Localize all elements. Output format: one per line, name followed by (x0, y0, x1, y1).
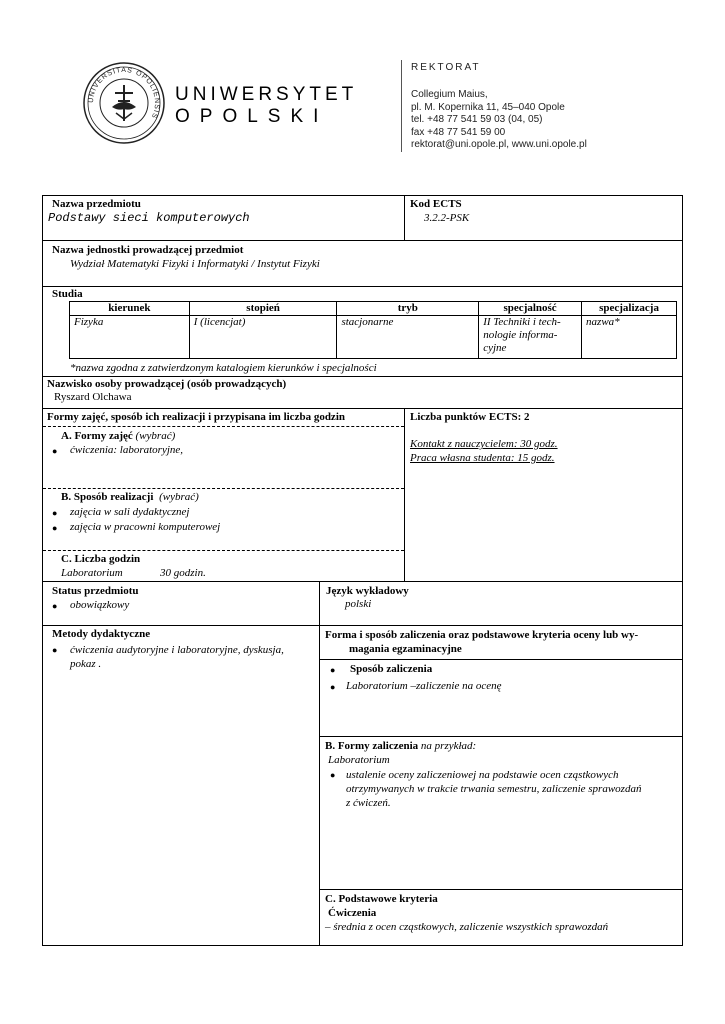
assessment-b-hint: na przykład: (420, 740, 477, 752)
cell-line: nologie informa- (483, 329, 558, 341)
divider (404, 196, 405, 240)
address-line: pl. M. Kopernika 11, 45–040 Opole (411, 101, 565, 113)
ects-points-label: Liczba punktów ECTS: 2 (410, 411, 530, 423)
bullet-icon: ● (52, 508, 58, 518)
column-header: kierunek (70, 302, 190, 316)
methods-line: pokaz . (70, 658, 102, 670)
dashed-divider (43, 550, 404, 551)
dashed-divider (43, 426, 404, 427)
methods-value (70, 643, 284, 671)
university-name-line2: OPOLSKI (175, 106, 329, 127)
university-name-line1: UNIWERSYTET (175, 84, 358, 105)
assessment-a-label: Sposób zaliczenia (350, 663, 433, 675)
unit-label: Nazwa jednostki prowadzącej przedmiot (52, 244, 244, 256)
ects-code-label: Kod ECTS (410, 198, 462, 210)
assessment-b-line: otrzymywanych w trakcie trwania semestru, zaliczenie sprawozdań (346, 783, 642, 795)
bullet-icon: ● (330, 665, 336, 675)
seal-text: UNIVERSITAS OPOLIENSIS (87, 66, 161, 120)
forms-c-type: Laboratorium (61, 567, 123, 579)
forms-c-hours: 30 godzin. (160, 567, 206, 579)
assessment-b-heading (325, 740, 476, 752)
divider (320, 736, 682, 737)
studia-footnote: *nazwa zgodna z zatwierdzonym katalogiem kierunków i specjalności (70, 362, 377, 374)
bullet-icon: ● (52, 523, 58, 533)
column-header: specjalność (479, 302, 582, 316)
assessment-b-type: Laboratorium (328, 754, 390, 766)
address-line: fax +48 77 541 59 00 (411, 126, 506, 138)
column-header: stopień (189, 302, 337, 316)
divider (319, 581, 320, 945)
divider (43, 286, 682, 287)
address-line: tel. +48 77 541 59 03 (04, 05) (411, 114, 543, 125)
teacher-label: Nazwisko osoby prowadzącej (osób prowadzących) (47, 378, 287, 390)
forms-b-label: B. Sposób realizacji (61, 491, 154, 503)
table-cell: Fizyka (70, 316, 190, 359)
assessment-b-item (346, 768, 641, 810)
assessment-label (325, 628, 638, 656)
forms-c-label: C. Liczba godzin (61, 553, 141, 565)
ects-own-work-hours: Praca własna studenta: 15 godz. (410, 452, 555, 464)
assessment-c-label: C. Podstawowe kryteria (325, 893, 438, 905)
rektorat-heading: REKTORAT (411, 62, 481, 73)
dashed-divider (43, 488, 404, 489)
teacher-value: Ryszard Olchawa (54, 391, 132, 403)
forms-a-hint: (wybrać) (135, 430, 176, 442)
divider (43, 240, 682, 241)
assessment-b-line: z ćwiczeń. (346, 797, 391, 809)
divider (320, 889, 682, 890)
forms-b-item: zajęcia w pracowni komputerowej (70, 521, 221, 533)
cell-line: II Techniki i tech- (483, 316, 561, 328)
bullet-icon: ● (52, 446, 58, 456)
forms-b-heading (61, 491, 199, 503)
forms-b-hint: (wybrać) (159, 491, 199, 503)
address-line: rektorat@uni.opole.pl, www.uni.opole.pl (411, 139, 587, 150)
divider (43, 376, 682, 377)
assessment-a-value: Laboratorium –zaliczenie na ocenę (346, 680, 502, 692)
bullet-icon: ● (52, 601, 58, 611)
university-seal (82, 61, 166, 145)
forms-a-heading (61, 430, 175, 442)
methods-line: ćwiczenia audytoryjne i laboratoryjne, dyskusja, (70, 644, 284, 656)
assessment-c-value: – średnia z ocen cząstkowych, zaliczenie wszystkich sprawozdań (325, 921, 609, 933)
assessment-label-line: Forma i sposób zaliczenia oraz podstawowe kryteria oceny lub wy- (325, 629, 639, 641)
assessment-c-sub: Ćwiczenia (328, 907, 377, 919)
divider (320, 659, 682, 660)
table-cell: nazwa* (582, 316, 677, 359)
course-name: Podstawy sieci komputerowych (48, 211, 250, 225)
bullet-icon: ● (330, 682, 336, 692)
table-cell: stacjonarne (337, 316, 479, 359)
forms-b-item: zajęcia w sali dydaktycznej (70, 506, 190, 518)
cell-line: cyjne (483, 342, 507, 354)
studia-table (69, 301, 677, 359)
ects-contact-hours: Kontakt z nauczycielem: 30 godz. (410, 438, 558, 450)
forms-a-label: A. Formy zajęć (61, 430, 133, 442)
header-divider (401, 60, 402, 152)
divider (404, 408, 405, 581)
divider (43, 581, 682, 582)
rektorat-address (411, 89, 587, 152)
language-value: polski (345, 598, 372, 610)
course-name-label: Nazwa przedmiotu (52, 198, 141, 210)
methods-label: Metody dydaktyczne (52, 628, 151, 640)
unit-value: Wydział Matematyki Fizyki i Informatyki / Instytut Fizyki (70, 258, 320, 270)
column-header: tryb (337, 302, 479, 316)
language-label: Język wykładowy (326, 585, 409, 597)
bullet-icon: ● (52, 645, 58, 655)
assessment-label-line: magania egzaminacyjne (349, 643, 462, 655)
forms-a-item: ćwiczenia: laboratoryjne, (70, 444, 184, 456)
table-cell: I (licencjat) (189, 316, 337, 359)
status-value: obowiązkowy (70, 599, 130, 611)
studia-label: Studia (52, 288, 83, 300)
address-line: Collegium Maius, (411, 89, 488, 100)
divider (43, 408, 682, 409)
assessment-b-line: ustalenie oceny zaliczeniowej na podstawie ocen cząstkowych (346, 769, 619, 781)
bullet-icon: ● (330, 770, 336, 780)
column-header: specjalizacja (582, 302, 677, 316)
table-cell (479, 316, 582, 359)
assessment-b-label: B. Formy zaliczenia (325, 740, 419, 752)
ects-code: 3.2.2-PSK (424, 212, 470, 224)
forms-label: Formy zajęć, sposób ich realizacji i przypisana im liczba godzin (47, 411, 345, 423)
divider (43, 625, 682, 626)
status-label: Status przedmiotu (52, 585, 139, 597)
